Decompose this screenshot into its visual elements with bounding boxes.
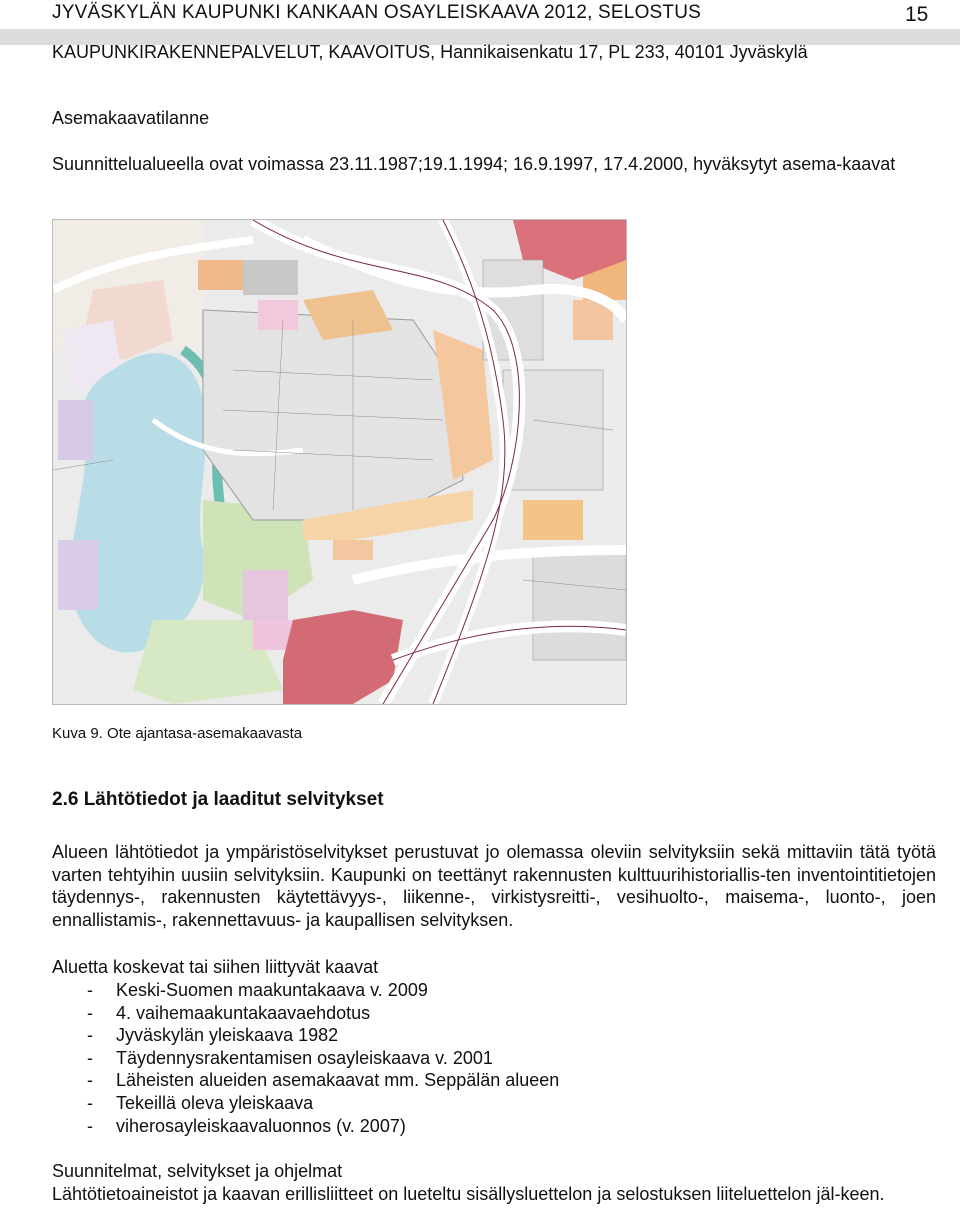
related-plans-list [52,979,852,1137]
section-heading-background-data: 2.6 Lähtötiedot ja laaditut selvitykset [52,789,384,810]
list-item: - 4. vaihemaakuntakaavaehdotus [87,1002,371,1023]
background-paragraph: Alueen lähtötiedot ja ympäristöselvitykset perustuvat jo olemassa oleviin selvityksiin sekä mittaviin tätä työtä varten tehtyihin uusiin selvityksiin. Kaupunki on teettänyt rakennusten kulttuurihistoriallis-ten inventointitietojen täydennys-, rakennusten käytettävyys-, liikenne-, virkistysreitti-, vesihuolto-, maisema-, luonto-, joen ennallistamis-, rakennettavuus- ja kaupallisen selvityksen. [52,842,936,930]
section-heading-plan-status: Asemakaavatilanne [52,108,210,128]
related-plans-heading: Aluetta koskevat tai siihen liittyvät kaavat [52,957,379,977]
document-title: JYVÄSKYLÄN KAUPUNKI KANKAAN OSAYLEISKAAVA 2012, SELOSTUS [52,2,702,23]
zoning-map-image [52,219,627,705]
plan-status-paragraph: Suunnittelualueella ovat voimassa 23.11.1987;19.1.1994; 16.9.1997, 17.4.2000, hyväksytyt asema-kaavat [52,154,896,174]
list-item: - Läheisten alueiden asemakaavat mm. Seppälän alueen [87,1070,560,1091]
department-address: KAUPUNKIRAKENNEPALVELUT, KAAVOITUS, Hannikaisenkatu 17, PL 233, 40101 Jyväskylä [52,42,808,62]
figure-caption: Kuva 9. Ote ajantasa-asemakaavasta [52,725,303,742]
list-item: - Tekeillä oleva yleiskaava [87,1092,314,1113]
list-item: - Keski-Suomen maakuntakaava v. 2009 [87,980,428,1000]
list-item: - Jyväskylän yleiskaava 1982 [87,1025,339,1046]
plans-studies-paragraph: Lähtötietoaineistot ja kaavan erillisliitteet on lueteltu sisällysluettelon ja selostuksen liiteluettelon jäl-keen. [52,1184,885,1204]
list-item: - Täydennysrakentamisen osayleiskaava v. 2001 [87,1047,493,1068]
page-number: 15 [905,3,929,26]
plans-studies-heading: Suunnitelmat, selvitykset ja ohjelmat [52,1161,343,1181]
list-item: - viherosayleiskaavaluonnos (v. 2007) [87,1115,406,1136]
